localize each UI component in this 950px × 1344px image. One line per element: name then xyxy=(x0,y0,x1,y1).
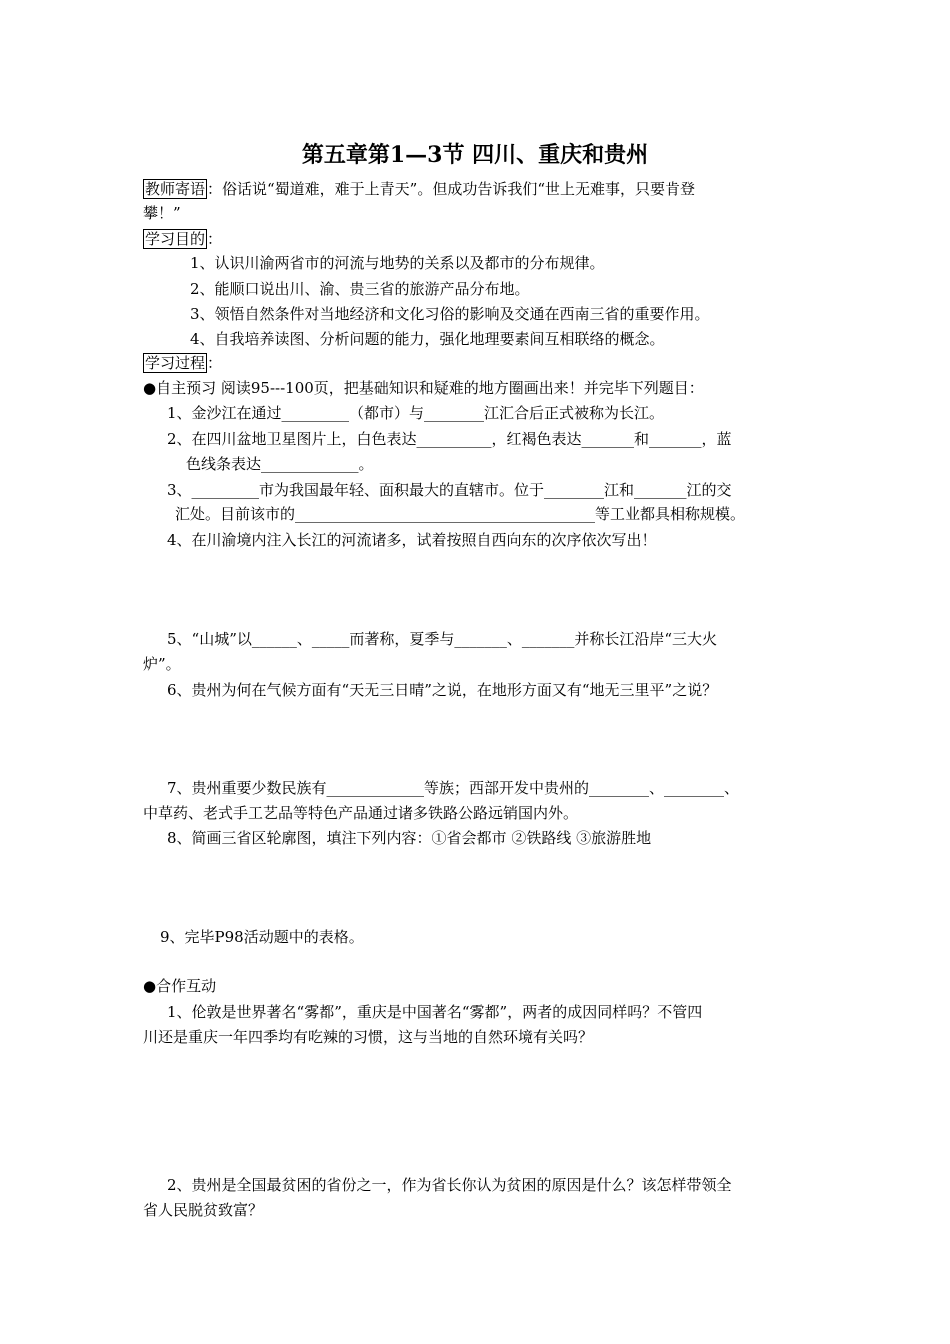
question-3-cont: 汇处。目前该市的________________________________________等工业都具相称规模。 xyxy=(175,505,746,523)
question-8: 8、简画三省区轮廓图，填注下列内容：①省会都市 ②铁路线 ③旅游胜地 xyxy=(167,829,652,847)
goals-heading: 学习目的 ： xyxy=(145,230,223,248)
goal-item: 3、领悟自然条件对当地经济和文化习俗的影响及交通在西南三省的重要作用。 xyxy=(190,305,710,323)
question-3: 3、_________市为我国最年轻、面积最大的直辖市。位于________江和_______江的交 xyxy=(167,481,732,499)
coop-question-2-cont: 省人民脱贫致富？ xyxy=(143,1201,264,1219)
goal-item: 2、能顺口说出川、渝、贵三省的旅游产品分布地。 xyxy=(190,280,530,298)
cooperate-heading: ●合作互动 xyxy=(143,977,217,995)
question-2: 2、在四川盆地卫星图片上，白色表达__________，红褐色表达_______和_______，蓝 xyxy=(167,430,732,448)
question-7-cont: 中草药、老式手工艺品等特色产品通过诸多铁路公路远销国内外。 xyxy=(143,804,579,822)
coop-question-2: 2、贵州是全国最贫困的省份之一，作为省长你认为贫困的原因是什么？该怎样带领全 xyxy=(167,1176,732,1194)
process-label: 学习过程 xyxy=(145,354,206,372)
process-heading: 学习过程 ： xyxy=(145,354,223,372)
goal-item: 4、自我培养读图、分析问题的能力，强化地理要素间互相联络的概念。 xyxy=(190,330,665,348)
preview-heading: ●自主预习 阅读95---100页，把基础知识和疑难的地方圈画出来！并完毕下列题目： xyxy=(143,379,704,397)
question-2-cont: 色线条表达_____________。 xyxy=(186,455,374,473)
question-6: 6、贵州为何在气候方面有“天无三日晴”之说，在地形方面又有“地无三里平”之说？ xyxy=(167,681,718,699)
teacher-message-label: 教师寄语 xyxy=(145,180,206,198)
coop-question-1: 1、伦敦是世界著名“雾都”，重庆是中国著名“雾都”，两者的成因同样吗？不管四 xyxy=(167,1003,703,1021)
goals-label: 学习目的 xyxy=(145,230,206,248)
question-4: 4、在川渝境内注入长江的河流诸多，试着按照自西向东的次序依次写出！ xyxy=(167,531,657,549)
question-1: 1、金沙江在通过_________（都市）与________江汇合后正式被称为长江。 xyxy=(167,404,665,422)
teacher-message-text: ：俗话说“蜀道难，难于上青天”。但成功告诉我们“世上无难事，只要肯登 xyxy=(207,180,696,198)
teacher-message-text-cont: 攀！” xyxy=(143,204,181,222)
question-5: 5、“山城”以______、_____而著称，夏季与_______、_______并称长江沿岸“三大火 xyxy=(167,630,718,648)
question-9: 9、完毕P98活动题中的表格。 xyxy=(160,928,364,946)
question-5-cont: 炉”。 xyxy=(143,655,181,673)
coop-question-1-cont: 川还是重庆一年四季均有吃辣的习惯，这与当地的自然环境有关吗？ xyxy=(143,1028,594,1046)
teacher-message-line xyxy=(143,178,695,200)
question-7: 7、贵州重要少数民族有_____________等族；西部开发中贵州的________、________、 xyxy=(167,779,740,797)
page-title: 第五章第1—3节 四川、重庆和贵州 xyxy=(301,142,649,168)
goal-item: 1、认识川渝两省市的河流与地势的关系以及都市的分布规律。 xyxy=(190,254,605,272)
